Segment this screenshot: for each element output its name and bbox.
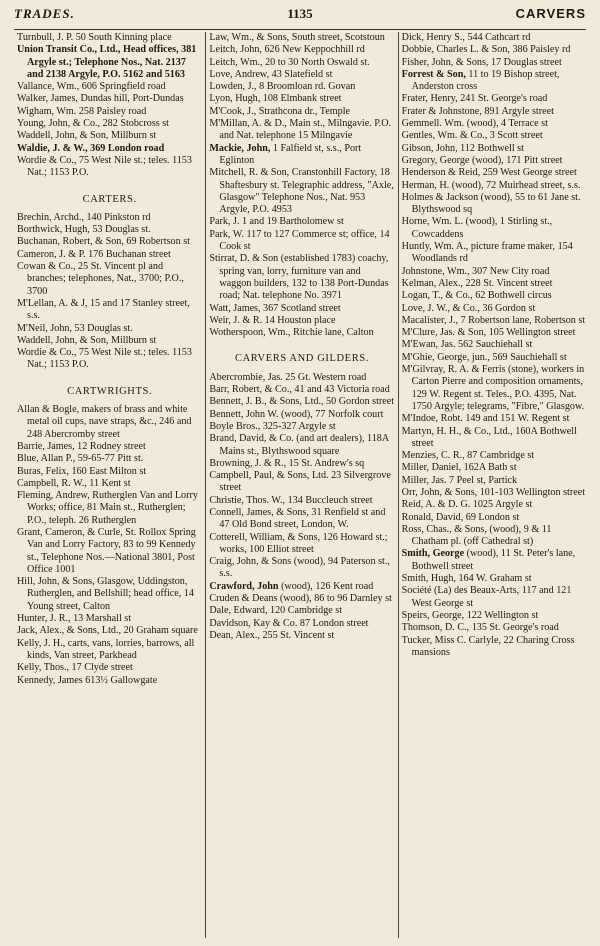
directory-entry: Frater, Henry, 241 St. George's road <box>401 93 548 105</box>
entry-bold-name: Smith, George <box>401 548 465 560</box>
directory-entry: Logan, T., & Co., 62 Bothwell circus <box>401 290 552 302</box>
header-rule <box>14 29 586 30</box>
directory-entry: Speirs, George, 122 Wellington st <box>401 609 539 621</box>
directory-entry: Brand, David, & Co. (and art dealers), 118A Mains st., Blythswood square <box>209 433 389 457</box>
directory-entry: M'Gilvray, R. A. & Ferris (stone), workers in Carton Pierre and composition ornaments, 129 W. Regent st. Teles., P.O. 4395, Nat. 1750 Argyle; telegrams, "Fibre," Glasgow. <box>401 364 585 412</box>
directory-entry: Ross, Chas., & Sons, (wood), 9 & 11 Chatham pl. (off Cathedral st) <box>401 523 552 548</box>
section-heading: CARTWRIGHTS. <box>67 385 153 397</box>
directory-entry: Blue, Allan P., 59-65-77 Pitt st. <box>17 453 144 465</box>
directory-entry: Connell, James, & Sons, 31 Renfield st and 47 Old Bond street, London, W. <box>209 506 386 531</box>
directory-entry: Frater & Johnstone, 891 Argyle street <box>401 105 554 117</box>
directory-entry: Mitchell, R. & Son, Cranstonhill Factory, 18 Shaftesbury st. Telegraphic address, "Axle, Glasgow" Telephone Nos., Nat. 953 Argyle, P.O. 4953 <box>209 167 394 216</box>
directory-entry: Lowden, J., 8 Broomloan rd. Govan <box>209 81 356 93</box>
directory-entry: Park, W. 117 to 127 Commerce st; office, 14 Cook st <box>209 228 390 253</box>
directory-entry: Miller, Daniel, 162A Bath st <box>401 462 517 474</box>
directory-entry: M'Clure, Jas. & Son, 105 Wellington street <box>401 327 576 339</box>
directory-entry: Turnbull, J. P. 50 South Kinning place <box>17 32 172 43</box>
directory-entry: Park, J. 1 and 19 Bartholomew st <box>209 216 344 228</box>
directory-entry: Cameron, J. & P. 176 Buchanan street <box>17 248 171 260</box>
directory-entry <box>209 581 394 593</box>
directory-entry: Kelly, J. H., carts, vans, lorries, barrows, all kinds, Van street, Parkhead <box>17 637 195 661</box>
directory-entry: Weir, J. & R. 14 Houston place <box>209 314 336 326</box>
directory-entry: Dean, Alex., 255 St. Vincent st <box>209 629 335 641</box>
running-header <box>14 6 586 26</box>
directory-entry: Craig, John, & Sons (wood), 94 Paterson st., s.s. <box>209 556 390 580</box>
directory-entry: Vallance, Wm., 606 Springfield road <box>17 81 166 93</box>
directory-entry: Dobbie, Charles L. & Son, 386 Paisley rd <box>401 44 571 56</box>
directory-entry: Leitch, Wm., 20 to 30 North Oswald st. <box>209 56 370 68</box>
directory-entry: Walker, James, Dundas hill, Port-Dundas <box>17 93 184 105</box>
directory-entry: Kennedy, James 613½ Gallowgate <box>17 674 158 686</box>
directory-entry: Hunter, J. R., 13 Marshall st <box>17 613 132 625</box>
directory-entry: Barr, Robert, & Co., 41 and 43 Victoria road <box>209 384 390 396</box>
directory-entry: Wordie & Co., 75 West Nile st.; teles. 1153 Nat.; 1153 P.O. <box>17 347 192 371</box>
directory-entry: Gentles, Wm. & Co., 3 Scott street <box>401 130 543 142</box>
directory-entry: Tucker, Miss C. Carlyle, 22 Charing Cross mansions <box>401 634 575 658</box>
directory-entry: M'Indoe, Robt. 149 and 151 W. Regent st <box>401 413 570 425</box>
directory-entry: Wigham, Wm. 258 Paisley road <box>17 105 147 117</box>
directory-entry: Johnstone, Wm., 307 New City road <box>401 265 550 277</box>
directory-entry: Buchanan, Robert, & Son, 69 Robertson st <box>17 236 190 248</box>
entry-rest: 11 to 19 Bishop street, Anderston cross <box>411 68 560 93</box>
directory-entry <box>209 143 394 168</box>
directory-entry: Waldie, J. & W., 369 London road <box>17 142 165 154</box>
directory-entry: Love, Andrew, 43 Slatefield st <box>209 68 333 80</box>
directory-entry: Reid, A. & D. G. 1025 Argyle st <box>401 499 533 511</box>
directory-entry: M'Ghie, George, jun., 569 Sauchiehall st <box>401 351 567 363</box>
directory-entry: Wordie & Co., 75 West Nile st.; teles. 1153 Nat.; 1153 P.O. <box>17 154 192 179</box>
section-heading: CARVERS AND GILDERS. <box>235 353 369 365</box>
directory-entry: Miller, Jas. 7 Peel st, Partick <box>401 474 518 486</box>
directory-entry: Young, John, & Co., 282 Stobcross st <box>17 118 169 130</box>
directory-entry: M'Lellan, A. & J, 15 and 17 Stanley street, s.s. <box>17 297 190 322</box>
column-2 <box>205 32 397 938</box>
directory-entry: Union Transit Co., Ltd., Head offices, 381 Argyle st.; Telephone Nos., Nat. 2137 and 2138 Argyle, P.O. 5162 and 5163 <box>17 44 197 80</box>
column-3 <box>398 32 590 938</box>
directory-entry: Gregory, George (wood), 171 Pitt street <box>401 154 563 166</box>
directory-entry: Gibson, John, 112 Bothwell st <box>401 142 524 154</box>
directory-entry: Dale, Edward, 120 Cambridge st <box>209 605 343 617</box>
directory-entry: Campbell, Paul, & Sons, Ltd. 23 Silvergrove street <box>209 470 391 494</box>
directory-entry: Campbell, R. W., 11 Kent st <box>17 477 131 489</box>
directory-entry: Bennett, John W. (wood), 77 Norfolk court <box>209 408 384 420</box>
directory-entry: Boyle Bros., 325-327 Argyle st <box>209 420 336 432</box>
directory-entry: Grant, Cameron, & Curle, St. Rollox Spring Van and Lorry Factory, 83 to 99 Kennedy st., Telephone Nos.—National 3801, Post Office 1001 <box>17 526 196 575</box>
directory-entry: Christie, Thos. W., 134 Buccleuch street <box>209 494 373 506</box>
directory-entry: M'Ewan, Jas. 562 Sauchiehall st <box>401 339 533 351</box>
directory-entry: Lyon, Hugh, 108 Elmbank street <box>209 93 342 105</box>
directory-entry: Cruden & Deans (wood), 86 to 96 Darnley st <box>209 593 392 605</box>
directory-entry: Herman, H. (wood), 72 Muirhead street, s.s. <box>401 179 581 191</box>
directory-entry: M'Neil, John, 53 Douglas st. <box>17 322 133 334</box>
directory-entry: Dick, Henry S., 544 Cathcart rd <box>401 32 531 43</box>
directory-entry: Bennett, J. B., & Sons, Ltd., 50 Gordon street <box>209 396 395 408</box>
directory-entry: Martyn, H. H., & Co., Ltd., 160A Bothwell street <box>401 425 577 449</box>
directory-entry: Browning, J. & R., 15 St. Andrew's sq <box>209 457 365 469</box>
directory-entry: Leitch, John, 626 New Keppochhill rd <box>209 44 365 56</box>
entry-bold-name: Crawford, John <box>209 580 279 592</box>
directory-entry: Brechin, Archd., 140 Pinkston rd <box>17 211 151 223</box>
header-left: TRADES. <box>14 6 75 21</box>
directory-entry: Abercrombie, Jas. 25 Gt. Western road <box>209 371 367 383</box>
directory-entry: Société (La) des Beaux-Arts, 117 and 121 West George st <box>401 585 572 609</box>
directory-entry: Hill, John, & Sons, Glasgow, Uddingston, Rutherglen, and Bellshill; head office, 14 Young street, Calton <box>17 576 194 612</box>
entry-rest: (wood), 11 St. Peter's lane, Bothwell street <box>411 548 576 572</box>
directory-entry: Orr, John, & Sons, 101-103 Wellington street <box>401 486 586 498</box>
directory-entry: Menzies, C. R., 87 Cambridge st <box>401 450 535 462</box>
directory-entry: Barrie, James, 12 Rodney street <box>17 440 146 452</box>
directory-entry: Kelman, Alex., 228 St. Vincent street <box>401 277 553 289</box>
section-heading: CARTERS. <box>82 193 137 205</box>
directory-entry: Thomson, D. C., 135 St. George's road <box>401 622 559 634</box>
entry-rest: (wood), 126 Kent road <box>278 580 374 592</box>
directory-entry: Wotherspoon, Wm., Ritchie lane, Calton <box>209 327 374 339</box>
directory-entry: Fleming, Andrew, Rutherglen Van and Lorry Works; office, 81 Main st., Rutherglen; P.O., teleph. 26 Rutherglen <box>17 490 198 526</box>
directory-entry <box>402 69 587 94</box>
directory-entry: Macalister, J., 7 Robertson lane, Robertson st <box>401 314 586 326</box>
directory-entry <box>402 548 587 573</box>
directory-entry: Buras, Felix, 160 East Milton st <box>17 465 147 477</box>
entry-rest: 1 Falfield st, s.s., Port Eglinton <box>219 142 362 166</box>
header-right: CARVERS <box>515 6 586 21</box>
directory-entry: Smith, Hugh, 164 W. Graham st <box>401 573 532 585</box>
directory-entry: M'Cook, J., Strathcona dr., Temple <box>209 105 351 117</box>
directory-entry: Watt, James, 367 Scotland street <box>209 302 341 314</box>
entry-bold-name: Forrest & Son, <box>401 68 466 80</box>
directory-entry: Gemmell. Wm. (wood), 4 Terrace st <box>401 118 548 130</box>
directory-entry: Davidson, Kay & Co. 87 London street <box>209 617 369 629</box>
directory-entry: Henderson & Reid, 259 West George street <box>401 167 577 179</box>
directory-entry: Horne, Wm. L. (wood), 1 Stirling st., Cowcaddens <box>401 216 553 240</box>
directory-entry: Fisher, John, & Sons, 17 Douglas street <box>401 56 562 68</box>
directory-entry: Borthwick, Hugh, 53 Douglas st. <box>17 224 151 236</box>
entry-bold-name: Mackie, John, <box>209 142 271 154</box>
directory-entry: Waddell, John, & Son, Millburn st <box>17 130 157 142</box>
directory-entry: Love, J. W., & Co., 36 Gordon st <box>401 302 536 314</box>
directory-entry: Law, Wm., & Sons, South street, Scotstoun <box>209 32 385 43</box>
columns <box>14 32 590 938</box>
directory-entry: Cowan & Co., 25 St. Vincent pl and branches; telephones, Nat., 3700; P.O., 3700 <box>17 261 184 297</box>
directory-entry: Huntly, Wm. A., picture frame maker, 154 Woodlands rd <box>401 241 573 265</box>
column-1 <box>14 32 205 938</box>
page-number: 1135 <box>287 6 313 21</box>
directory-entry: Ronald, David, 69 London st <box>401 511 520 523</box>
directory-entry: Holmes & Jackson (wood), 55 to 61 Jane st. Blythswood sq <box>401 191 581 216</box>
directory-entry: Allan & Bogle, makers of brass and white metal oil cups, nave straps, &c., 246 and 248 Abercromby street <box>17 404 192 440</box>
directory-entry: Kelly, Thos., 17 Clyde street <box>17 662 133 674</box>
directory-entry: Stirrat, D. & Son (established 1783) coachy, spring van, lorry, furniture van and waggon builders, 132 to 138 Port-Dundas road; Nat. telephone No. 3971 <box>209 253 389 302</box>
directory-entry: M'Millan, A. & D., Main st., Milngavie. P.O. and Nat. telephone 15 Milngavie <box>209 118 392 142</box>
directory-entry: Jack, Alex., & Sons, Ltd., 20 Graham square <box>17 625 198 637</box>
directory-entry: Waddell, John, & Son, Millburn st <box>17 334 157 346</box>
directory-entry: Cotterell, William, & Sons, 126 Howard st.; works, 100 Elliot street <box>209 531 388 555</box>
